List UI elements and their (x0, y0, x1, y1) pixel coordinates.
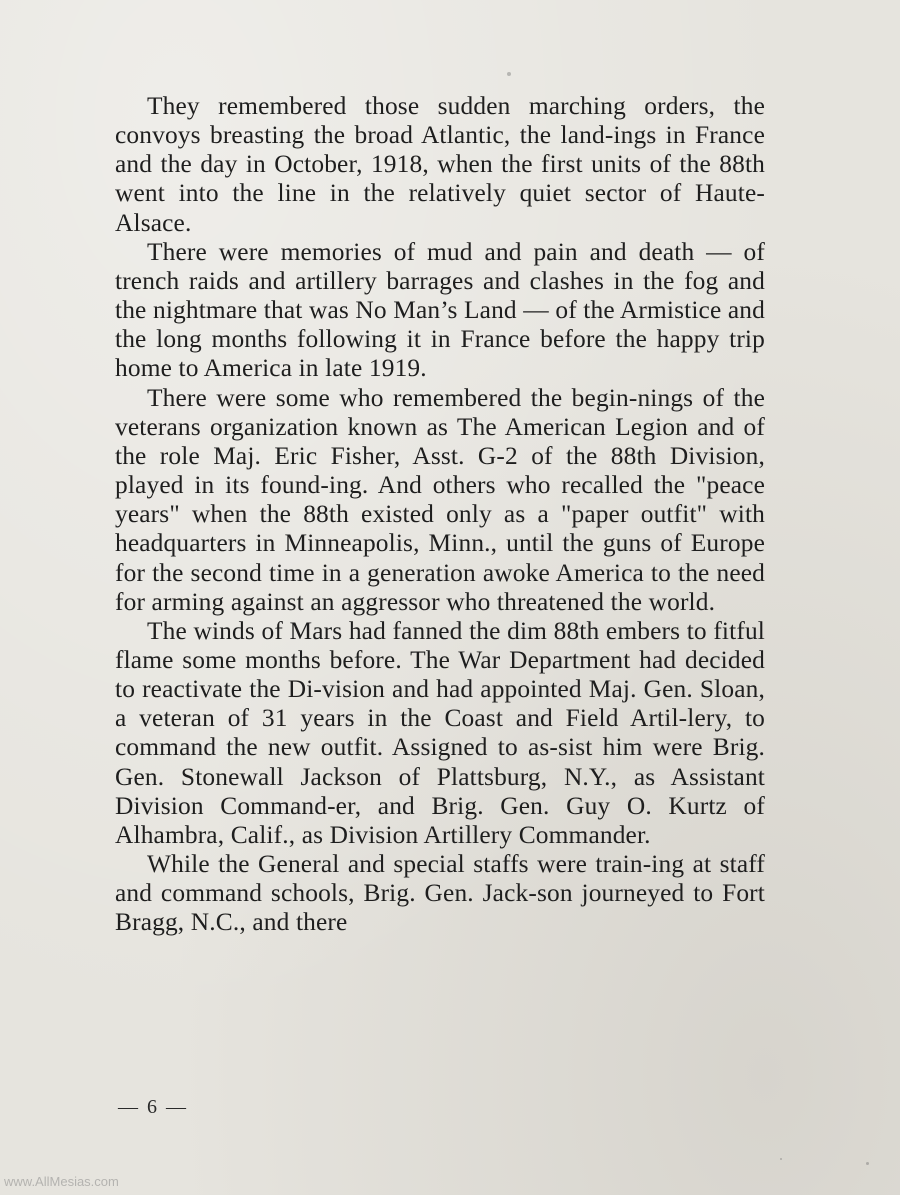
paragraph-4: The winds of Mars had fanned the dim 88th embers to fitful flame some months before. The War Department had decided to reactivate the Di-vision and had appointed Maj. Gen. Sloan, a veteran of 31 years in the Coast and Field Artil-lery, to command the new outfit. Assigned to as-sist him were Brig. Gen. Stonewall Jackson of Plattsburg, N.Y., as Assistant Division Command-er, and Brig. Gen. Guy O. Kurtz of Alhambra, Calif., as Division Artillery Commander. (115, 616, 765, 849)
paragraph-5: While the General and special staffs were train-ing at staff and command schools, Brig. Gen. Jack-son journeyed to Fort Bragg, N.C., and there (115, 850, 765, 937)
print-speck (866, 1162, 869, 1165)
print-speck (780, 1158, 782, 1160)
watermark: www.AllMesias.com (4, 1174, 119, 1189)
paragraph-1: They remembered those sudden marching orders, the convoys breasting the broad Atlantic, the land-ings in France and the day in October, 1918, when the first units of the 88th went into the line in the relatively quiet sector of Haute-Alsace. (115, 92, 765, 237)
paragraph-3: There were some who remembered the begin-nings of the veterans organization known as The American Legion and of the role Maj. Eric Fisher, Asst. G-2 of the 88th Division, played in its found-ing. And others who recalled the "peace years" when the 88th existed only as a "paper outfit" with headquarters in Minneapolis, Minn., until the guns of Europe for the second time in a generation awoke America to the need for arming against an aggressor who threatened the world. (115, 383, 765, 616)
page-number: — 6 — (118, 1096, 188, 1118)
body-text (115, 92, 765, 938)
paragraph-2: There were memories of mud and pain and death — of trench raids and artillery barrages and clashes in the fog and the nightmare that was No Man’s Land — of the Armistice and the long months following it in France before the happy trip home to America in late 1919. (115, 237, 765, 383)
print-speck (507, 72, 511, 76)
